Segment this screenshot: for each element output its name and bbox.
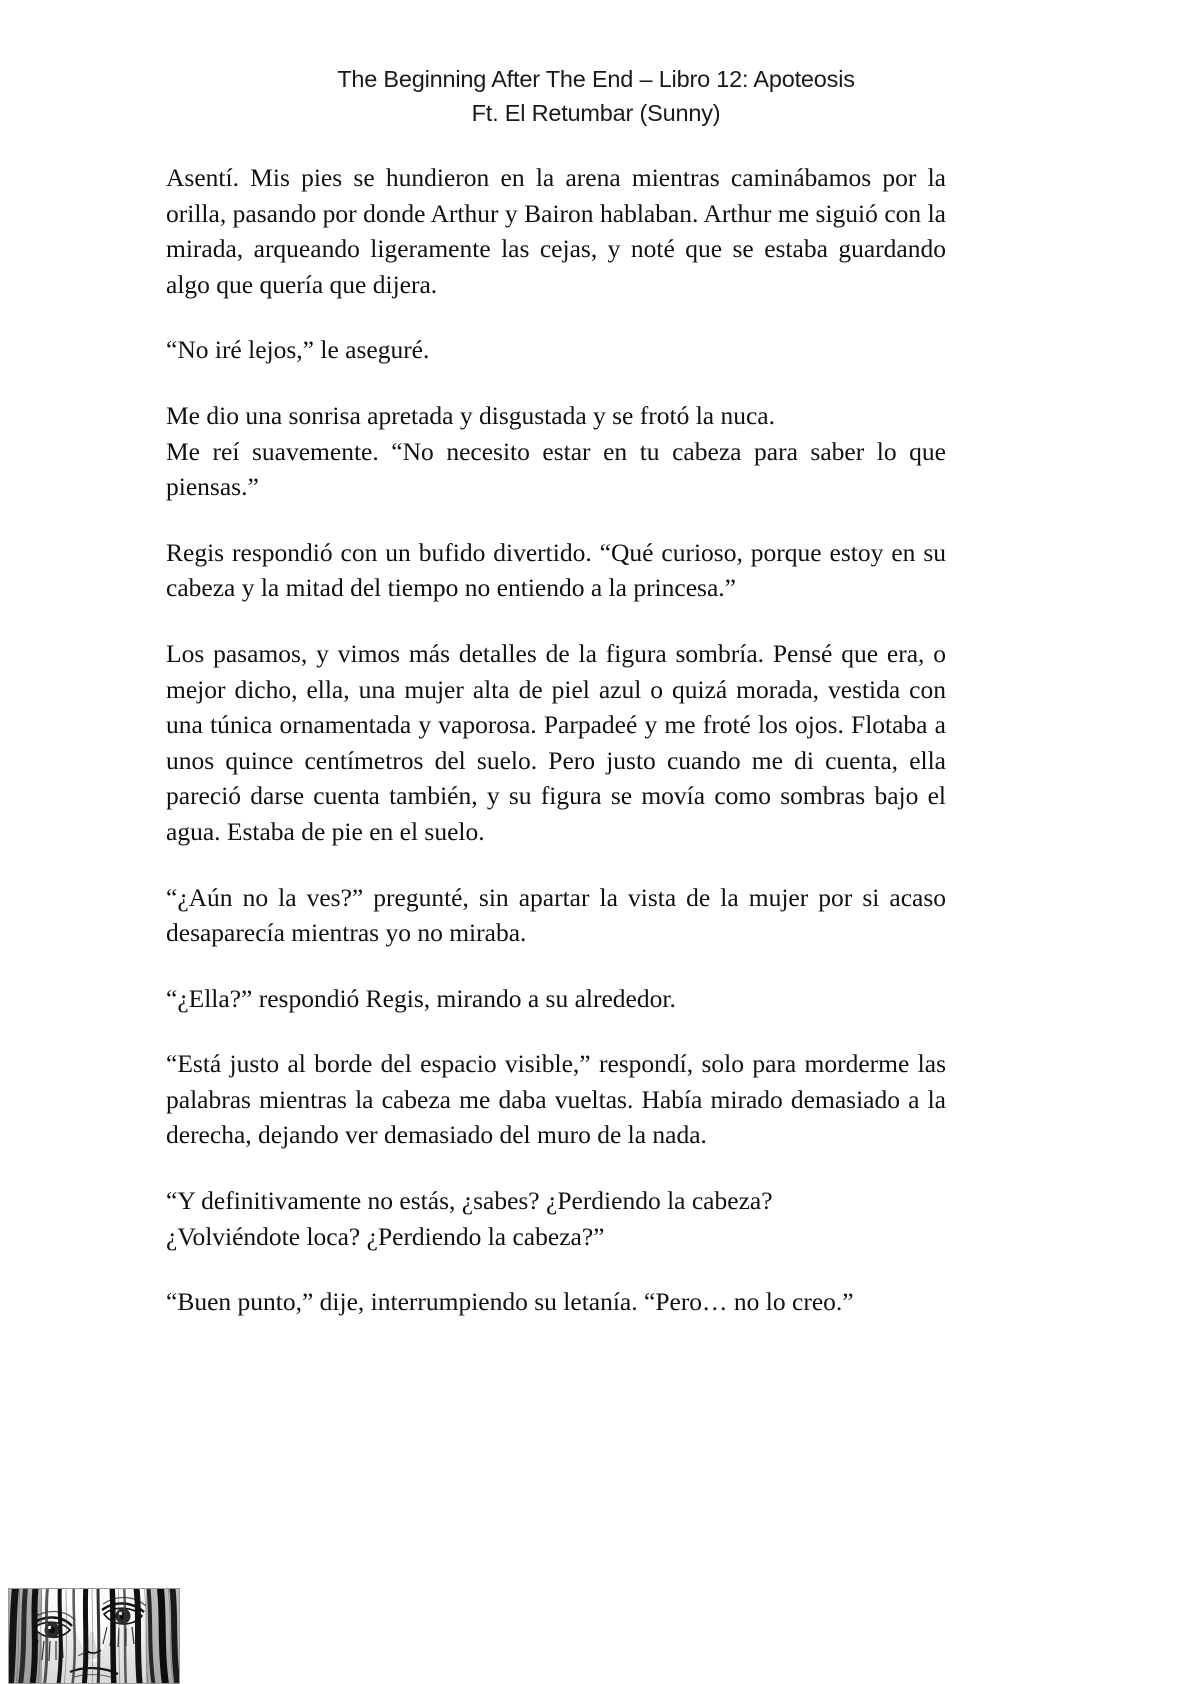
paragraph: “No iré lejos,” le aseguré. — [166, 335, 430, 365]
paragraph: Regis respondió con un bufido divertido. “Qué curioso, porque estoy en su cabeza y la mitad del tiempo no entiendo a la princesa.” — [166, 537, 946, 603]
header-title-line-2: Ft. El Retumbar (Sunny) — [471, 100, 721, 126]
paragraph: “¿Ella?” respondió Regis, mirando a su alrededor. — [166, 983, 676, 1013]
document-header — [0, 62, 1192, 130]
paragraph: Los pasamos, y vimos más detalles de la figura sombría. Pensé que era, o mejor dicho, ella, una mujer alta de piel azul o quizá morada, vestida con una túnica ornamentada y vaporosa. Parpadeé y me froté los ojos. Flotaba a unos quince centímetros del suelo. Pero justo cuando me di cuenta, ella pareció darse cuenta también, y su figura se movía como sombras bajo el agua. Estaba de pie en el suelo. — [166, 638, 946, 846]
paragraph: “Está justo al borde del espacio visible,” respondí, solo para morderme las palabras mientras la cabeza me daba vueltas. Había mirado demasiado a la derecha, dejando ver demasiado del muro de la nada. — [166, 1049, 946, 1150]
header-title-line-1: The Beginning After The End – Libro 12: Apoteosis — [337, 66, 855, 92]
paragraph: Asentí. Mis pies se hundieron en la arena mientras caminábamos por la orilla, pasando por donde Arthur y Bairon hablaban. Arthur me siguió con la mirada, arqueando ligeramente las cejas, y noté que se estaba guardando algo que quería que dijera. — [166, 163, 946, 299]
paragraph: Me dio una sonrisa apretada y disgustada y se frotó la nuca. Me reí suavemente. “No necesito estar en tu cabeza para saber lo que piensas.” — [166, 400, 946, 502]
paragraph: “¿Aún no la ves?” pregunté, sin apartar la vista de la mujer por si acaso desaparecía mientras yo no miraba. — [166, 882, 946, 948]
manga-face-illustration — [8, 1588, 180, 1684]
paragraph: “Buen punto,” dije, interrumpiendo su letanía. “Pero… no lo creo.” — [166, 1287, 854, 1317]
document-body — [166, 160, 946, 1320]
paragraph: “Y definitivamente no estás, ¿sabes? ¿Perdiendo la cabeza? ¿Volviéndote loca? ¿Perdiendo la cabeza?” — [166, 1186, 773, 1251]
